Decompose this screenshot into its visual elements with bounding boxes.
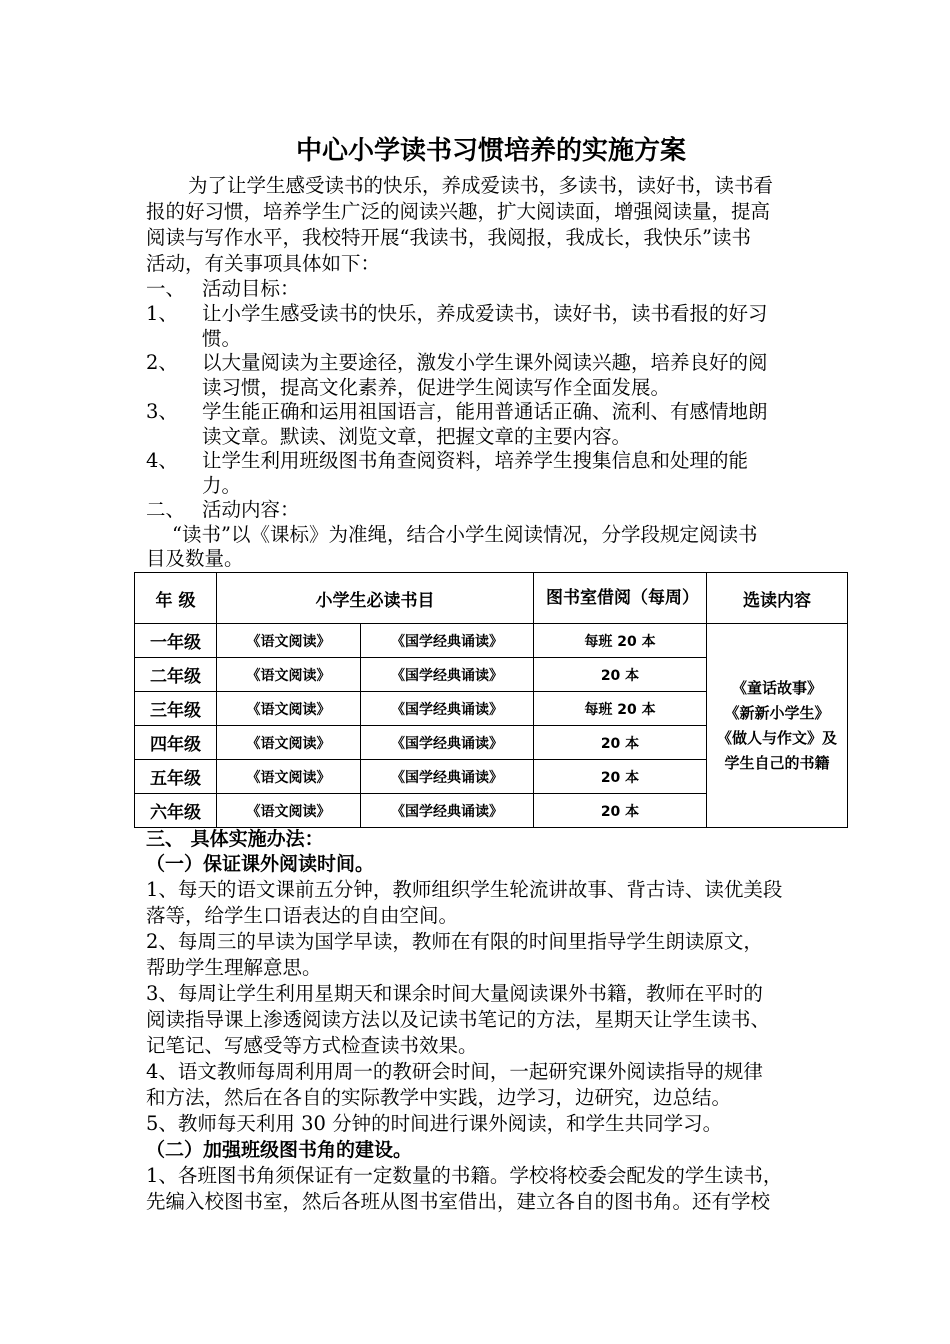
book-cell: 《语文阅读》 [217, 760, 361, 794]
method-line: 5、教师每天利用 30 分钟的时间进行课外阅读，和学生共同学习。 [146, 1112, 723, 1135]
elective-item: 《做人与作文》及 [716, 728, 837, 747]
intro-line: 为了让学生感受读书的快乐，养成爱读书，多读书，读好书，读书看 [188, 174, 774, 197]
grade-cell: 六年级 [135, 794, 217, 828]
goal-number: 4、 [146, 449, 178, 472]
grade-cell: 三年级 [135, 692, 217, 726]
book-cell: 《语文阅读》 [217, 692, 361, 726]
method-line: 2、每周三的早读为国学早读，教师在有限的时间里指导学生朗读原文， [146, 930, 763, 953]
subsection-heading: （二）加强班级图书角的建设。 [146, 1139, 413, 1161]
method-line: 记笔记、写感受等方式检查读书效果。 [146, 1034, 478, 1057]
table-row [135, 624, 848, 658]
goal-item [146, 448, 846, 474]
goal-text-continued: 读习惯，提高文化素养，促进学生阅读写作全面发展。 [202, 376, 671, 399]
goal-item [146, 350, 846, 376]
section2-text: “读书”以《课标》为准绳，结合小学生阅读情况，分学段规定阅读书 [172, 523, 758, 546]
borrow-cell: 20 本 [534, 658, 707, 692]
header-elective: 选读内容 [707, 573, 848, 624]
section1-number: 一、 [146, 277, 186, 300]
book-cell: 《国学经典诵读》 [361, 692, 534, 726]
section2-heading [146, 497, 846, 523]
elective-item: 学生自己的书籍 [724, 753, 830, 772]
method-line: 先编入校图书室，然后各班从图书室借出，建立各自的图书角。还有学校 [146, 1190, 771, 1213]
method-line: 帮助学生理解意思。 [146, 956, 322, 979]
elective-item: 《童话故事》 [731, 678, 822, 697]
book-cell: 《语文阅读》 [217, 624, 361, 658]
grade-cell: 一年级 [135, 624, 217, 658]
method-line: 和方法，然后在各自的实际教学中实践，边学习，边研究，边总结。 [146, 1086, 732, 1109]
borrow-cell: 20 本 [534, 760, 707, 794]
goal-text: 让学生利用班级图书角查阅资料，培养学生搜集信息和处理的能 [202, 449, 749, 472]
method-line: 1、每天的语文课前五分钟，教师组织学生轮流讲故事、背古诗、读优美段 [146, 878, 783, 901]
section1-title: 活动目标： [202, 277, 300, 300]
intro-line: 报的好习惯，培养学生广泛的阅读兴趣，扩大阅读面，增强阅读量，提高 [146, 200, 771, 223]
section2-title: 活动内容： [202, 498, 300, 521]
header-grade: 年 级 [135, 573, 217, 624]
book-cell: 《语文阅读》 [217, 658, 361, 692]
goal-text: 让小学生感受读书的快乐，养成爱读书，读好书，读书看报的好习 [202, 302, 768, 325]
goal-text-continued: 力。 [202, 474, 242, 497]
book-cell: 《国学经典诵读》 [361, 760, 534, 794]
book-cell: 《国学经典诵读》 [361, 794, 534, 828]
intro-line: 活动，有关事项具体如下： [146, 252, 381, 275]
grade-cell: 四年级 [135, 726, 217, 760]
book-cell: 《国学经典诵读》 [361, 726, 534, 760]
method-line: 3、每周让学生利用星期天和课余时间大量阅读课外书籍，教师在平时的 [146, 982, 763, 1005]
intro-line: 阅读与写作水平，我校特开展“我读书，我阅报，我成长，我快乐”读书 [146, 226, 751, 249]
borrow-cell: 20 本 [534, 794, 707, 828]
grade-cell: 二年级 [135, 658, 217, 692]
header-library-borrow: 图书室借阅（每周） [534, 573, 707, 624]
section2-text: 目及数量。 [146, 547, 244, 570]
reading-list-table [134, 572, 848, 828]
table-header-row [135, 573, 848, 624]
header-required-books: 小学生必读书目 [217, 573, 534, 624]
elective-item: 《新新小学生》 [724, 703, 830, 722]
book-cell: 《语文阅读》 [217, 726, 361, 760]
goal-number: 3、 [146, 400, 178, 423]
borrow-cell: 每班 20 本 [534, 624, 707, 658]
goal-text-continued: 读文章。默读、浏览文章，把握文章的主要内容。 [202, 425, 632, 448]
goal-text-continued: 惯。 [202, 327, 242, 350]
document-title: 中心小学读书习惯培养的实施方案 [295, 136, 686, 166]
goal-number: 2、 [146, 351, 178, 374]
borrow-cell: 20 本 [534, 726, 707, 760]
book-cell: 《语文阅读》 [217, 794, 361, 828]
goal-number: 1、 [146, 302, 178, 325]
subsection-heading: （一）保证课外阅读时间。 [146, 853, 375, 875]
method-line: 阅读指导课上渗透阅读方法以及记读书笔记的方法，星期天让学生读书、 [146, 1008, 771, 1031]
book-cell: 《国学经典诵读》 [361, 624, 534, 658]
method-line: 4、语文教师每周利用周一的教研会时间，一起研究课外阅读指导的规律 [146, 1060, 763, 1083]
method-line: 落等，给学生口语表达的自由空间。 [146, 904, 459, 927]
book-cell: 《国学经典诵读》 [361, 658, 534, 692]
goal-text: 以大量阅读为主要途径，激发小学生课外阅读兴趣，培养良好的阅 [202, 351, 768, 374]
section2-number: 二、 [146, 498, 186, 521]
section3-heading: 三、 具体实施办法： [146, 828, 324, 850]
elective-cell [707, 624, 848, 828]
goal-text: 学生能正确和运用祖国语言，能用普通话正确、流利、有感情地朗 [202, 400, 768, 423]
grade-cell: 五年级 [135, 760, 217, 794]
borrow-cell: 每班 20 本 [534, 692, 707, 726]
goal-item [146, 399, 846, 425]
section1-heading [146, 276, 846, 302]
method-line: 1、各班图书角须保证有一定数量的书籍。学校将校委会配发的学生读书， [146, 1164, 783, 1187]
goal-item [146, 301, 846, 327]
